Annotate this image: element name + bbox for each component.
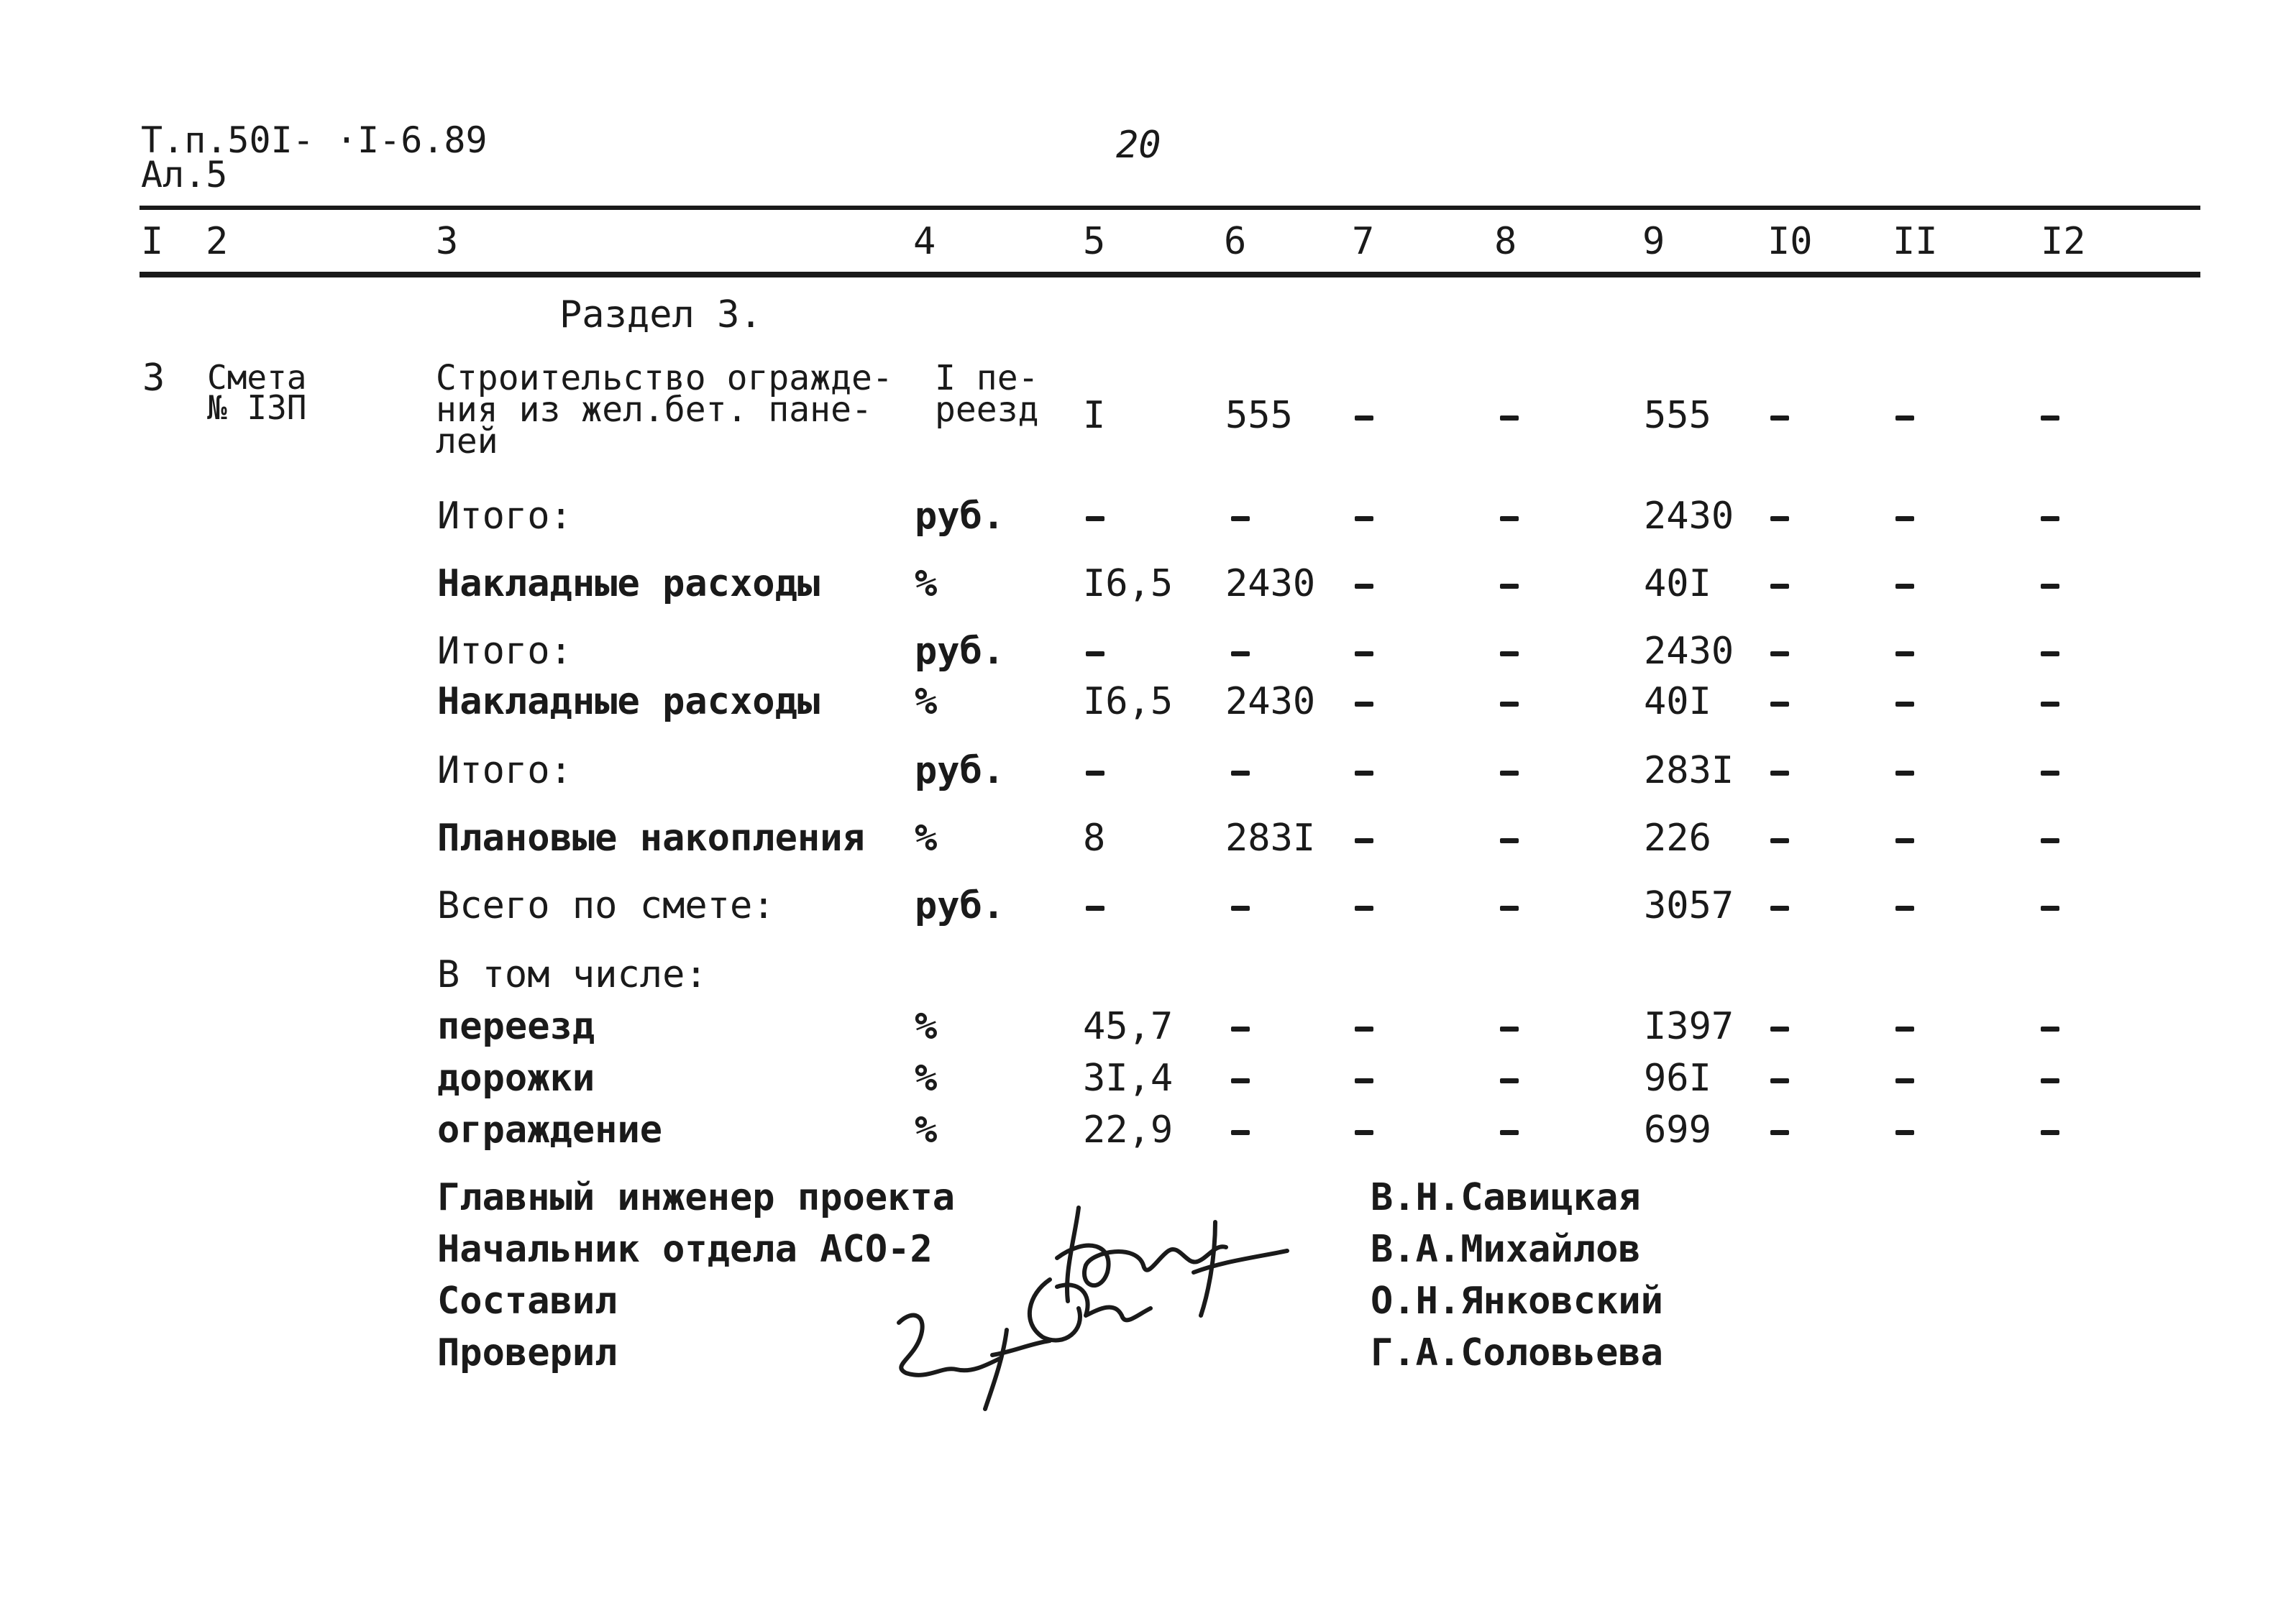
summary-row-c5-dash (1086, 651, 1104, 656)
breakdown-row-name: дорожки (437, 1057, 595, 1100)
item-name-line1: Строительство огражде- (436, 358, 893, 398)
summary-row-c10-dash (1770, 838, 1789, 843)
summary-row-unit: руб. (915, 495, 1005, 538)
summary-row-c7-dash (1355, 906, 1373, 911)
estimate-label: Смета (207, 358, 307, 397)
breakdown-row-name: ограждение (437, 1108, 663, 1152)
col-header-10: I0 (1767, 220, 1813, 263)
breakdown-row-c9: I397 (1644, 1005, 1734, 1048)
summary-row-c10-dash (1770, 651, 1789, 656)
summary-row-c8-dash (1500, 771, 1519, 776)
breakdown-row-c6-dash (1231, 1130, 1250, 1135)
col-header-3: 3 (436, 220, 459, 263)
including-label: В том числе: (437, 953, 708, 996)
summary-row-c7-dash (1355, 584, 1373, 589)
summary-row-c10-dash (1770, 516, 1789, 521)
breakdown-row-c10-dash (1770, 1078, 1789, 1083)
breakdown-row-c12-dash (2041, 1078, 2059, 1083)
summary-row-c8-dash (1500, 702, 1519, 707)
breakdown-row-c11-dash (1895, 1078, 1914, 1083)
breakdown-row-c12-dash (2041, 1130, 2059, 1135)
summary-row-name: Итого: (437, 630, 572, 673)
summary-row-unit: % (915, 680, 938, 723)
item-unit-line1: I пе- (935, 358, 1039, 398)
summary-row-c11-dash (1895, 584, 1914, 589)
summary-row-c7-dash (1355, 771, 1373, 776)
summary-row-unit: руб. (915, 749, 1005, 792)
summary-row-name: Накладные расходы (437, 680, 820, 723)
signature-role: Начальник отдела АСО-2 (437, 1228, 933, 1271)
header-rule-top (140, 206, 2200, 210)
summary-row-c9: 283I (1644, 749, 1734, 792)
summary-row-c5: I6,5 (1083, 680, 1174, 723)
signature-person: В.Н.Савицкая (1371, 1176, 1641, 1219)
summary-row-c12-dash (2041, 516, 2059, 521)
summary-row-c8-dash (1500, 516, 1519, 521)
summary-row-c9: 40I (1644, 680, 1711, 723)
breakdown-row-c8-dash (1500, 1078, 1519, 1083)
breakdown-row-c7-dash (1355, 1078, 1373, 1083)
summary-row-c6-dash (1231, 771, 1250, 776)
summary-row-c8-dash (1500, 584, 1519, 589)
summary-row-name: Итого: (437, 495, 572, 538)
breakdown-row-c10-dash (1770, 1130, 1789, 1135)
page-number: 20 (1116, 124, 1161, 167)
item-c7-dash (1355, 416, 1373, 421)
summary-row-c9: 226 (1644, 817, 1711, 860)
summary-row-unit: % (915, 562, 938, 605)
summary-row-c12-dash (2041, 651, 2059, 656)
signature-role: Составил (437, 1280, 618, 1323)
col-header-8: 8 (1494, 220, 1517, 263)
summary-row-name: Плановые накопления (437, 817, 865, 860)
breakdown-row-unit: % (915, 1057, 938, 1100)
summary-row-c5: 8 (1083, 817, 1106, 860)
summary-row-c12-dash (2041, 906, 2059, 911)
summary-row-c9: 3057 (1644, 884, 1734, 927)
summary-row-c10-dash (1770, 584, 1789, 589)
summary-row-c9: 2430 (1644, 630, 1734, 673)
summary-row-c11-dash (1895, 838, 1914, 843)
signature-person: О.Н.Янковский (1371, 1280, 1663, 1323)
signature-role: Главный инженер проекта (437, 1176, 956, 1219)
breakdown-row-c5: 45,7 (1083, 1005, 1174, 1048)
summary-row-c9: 2430 (1644, 495, 1734, 538)
breakdown-row-c9: 699 (1644, 1108, 1711, 1152)
summary-row-c6: 2430 (1225, 680, 1316, 723)
breakdown-row-c6-dash (1231, 1078, 1250, 1083)
item-c11-dash (1895, 416, 1914, 421)
item-name-line2: ния из жел.бет. пане- (436, 390, 872, 430)
col-header-2: 2 (206, 220, 229, 263)
summary-row-c11-dash (1895, 651, 1914, 656)
summary-row-c6-dash (1231, 516, 1250, 521)
signature-role: Проверил (437, 1331, 618, 1374)
header-rule-bottom (140, 272, 2200, 277)
summary-row-c12-dash (2041, 702, 2059, 707)
item-unit-line2: реезд (935, 390, 1039, 430)
breakdown-row-unit: % (915, 1108, 938, 1152)
breakdown-row-c7-dash (1355, 1130, 1373, 1135)
summary-row-c12-dash (2041, 838, 2059, 843)
summary-row-c5-dash (1086, 771, 1104, 776)
breakdown-row-c7-dash (1355, 1027, 1373, 1032)
handwritten-signature-checker (884, 1294, 1071, 1423)
breakdown-row-unit: % (915, 1005, 938, 1048)
col-header-1: I (141, 220, 164, 263)
item-c8-dash (1500, 416, 1519, 421)
summary-row-name: Всего по смете: (437, 884, 775, 927)
breakdown-row-c5: 22,9 (1083, 1108, 1174, 1152)
summary-row-c7-dash (1355, 516, 1373, 521)
signature-person: В.А.Михайлов (1371, 1228, 1641, 1271)
item-c5: I (1083, 394, 1106, 437)
item-name-line3: лей (436, 421, 498, 462)
summary-row-c12-dash (2041, 584, 2059, 589)
summary-row-c8-dash (1500, 651, 1519, 656)
summary-row-unit: руб. (915, 630, 1005, 673)
col-header-11: II (1893, 220, 1938, 263)
col-header-6: 6 (1224, 220, 1247, 263)
breakdown-row-c11-dash (1895, 1027, 1914, 1032)
summary-row-c10-dash (1770, 702, 1789, 707)
summary-row-c11-dash (1895, 771, 1914, 776)
summary-row-c7-dash (1355, 702, 1373, 707)
summary-row-c6: 283I (1225, 817, 1316, 860)
summary-row-c7-dash (1355, 651, 1373, 656)
summary-row-c11-dash (1895, 906, 1914, 911)
item-c10-dash (1770, 416, 1789, 421)
summary-row-unit: руб. (915, 884, 1005, 927)
summary-row-c9: 40I (1644, 562, 1711, 605)
breakdown-row-c6-dash (1231, 1027, 1250, 1032)
summary-row-c8-dash (1500, 838, 1519, 843)
summary-row-name: Накладные расходы (437, 562, 820, 605)
summary-row-c10-dash (1770, 906, 1789, 911)
breakdown-row-c5: 3I,4 (1083, 1057, 1174, 1100)
breakdown-row-c12-dash (2041, 1027, 2059, 1032)
summary-row-c6: 2430 (1225, 562, 1316, 605)
estimate-number: № I3П (207, 388, 307, 427)
summary-row-c6-dash (1231, 651, 1250, 656)
breakdown-row-c10-dash (1770, 1027, 1789, 1032)
col-header-4: 4 (913, 220, 936, 263)
summary-row-c12-dash (2041, 771, 2059, 776)
breakdown-row-c8-dash (1500, 1130, 1519, 1135)
summary-row-c5-dash (1086, 906, 1104, 911)
album-number: Ал.5 (141, 154, 228, 196)
summary-row-name: Итого: (437, 749, 572, 792)
breakdown-row-c11-dash (1895, 1130, 1914, 1135)
item-c6: 555 (1225, 394, 1293, 437)
breakdown-row-name: переезд (437, 1005, 595, 1048)
summary-row-c5: I6,5 (1083, 562, 1174, 605)
col-header-7: 7 (1352, 220, 1375, 263)
summary-row-c11-dash (1895, 702, 1914, 707)
col-header-9: 9 (1642, 220, 1665, 263)
summary-row-c7-dash (1355, 838, 1373, 843)
row-number: 3 (142, 357, 165, 400)
summary-row-c8-dash (1500, 906, 1519, 911)
item-c12-dash (2041, 416, 2059, 421)
breakdown-row-c9: 96I (1644, 1057, 1711, 1100)
section-title: Раздел 3. (559, 293, 762, 336)
summary-row-c5-dash (1086, 516, 1104, 521)
signature-person: Г.А.Соловьева (1371, 1331, 1663, 1374)
summary-row-c6-dash (1231, 906, 1250, 911)
document-code: Т.п.50I- ·I-6.89 (141, 119, 488, 161)
summary-row-c10-dash (1770, 771, 1789, 776)
col-header-5: 5 (1083, 220, 1106, 263)
col-header-12: I2 (2041, 220, 2086, 263)
breakdown-row-c8-dash (1500, 1027, 1519, 1032)
summary-row-unit: % (915, 817, 938, 860)
summary-row-c11-dash (1895, 516, 1914, 521)
item-c9: 555 (1644, 394, 1711, 437)
